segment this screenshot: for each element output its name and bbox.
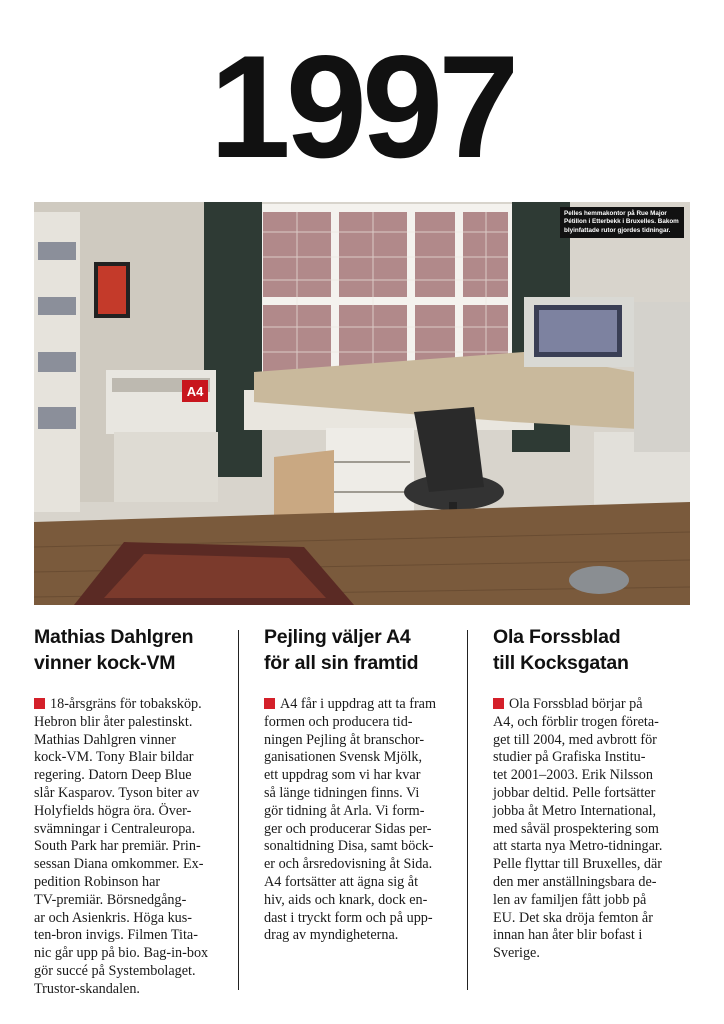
article-text-line: tet 2001–2003. Erik Nilsson — [493, 767, 653, 784]
article-column — [34, 624, 230, 999]
article-text-line: innan han åter blir bofast i — [493, 927, 643, 944]
red-square-bullet — [493, 698, 504, 709]
article-text-line: att starta nya Metro-tidningar. — [493, 838, 663, 855]
article-headline: Ola Forssblad till Kocksgatan — [493, 626, 629, 674]
article-text-line: ett uppdrag som vi har kvar — [264, 767, 421, 784]
article-text-line: Trustor-skandalen. — [34, 980, 140, 997]
article-text-line: ten-bron invigs. Filmen Tita- — [34, 927, 198, 944]
article-text-line: slår Kasparov. Tyson biter av — [34, 784, 200, 801]
article-text-line: Hebron blir åter palestinskt. — [34, 713, 193, 730]
article-text-line: hiv, aids och knark, dock en- — [264, 891, 428, 908]
article-body — [264, 696, 460, 945]
article-text-line: sonaltidning Disa, samt böck- — [264, 838, 434, 855]
article-text-line: jobba åt Metro International, — [493, 802, 657, 819]
article-text-line: TV-premiär. Börsnedgång- — [34, 891, 187, 908]
article-text-line: A4 får i uppdrag att ta fram — [264, 696, 460, 714]
article-column — [493, 624, 689, 963]
article-headline: Mathias Dahlgren vinner kock-VM — [34, 626, 194, 674]
article-text-line: drag av myndigheterna. — [264, 927, 399, 944]
photo-caption: Pelles hemmakontor på Rue Major Pétillon i Etterbekk i Bruxelles. Bakom blyinfattade rutor gjordes tidningar. — [560, 207, 684, 238]
article-text-line: get till 2004, med avbrott för — [493, 731, 657, 748]
article-body — [34, 696, 230, 999]
article-text-line: dast i tryckt form och på upp- — [264, 909, 433, 926]
article-text-line: South Park har premiär. Prin- — [34, 838, 201, 855]
article-text-line: Holyfields högra öra. Över- — [34, 802, 192, 819]
article-text-line: Sverige. — [493, 945, 540, 962]
article-text-line: len av familjen fått jobb på — [493, 891, 647, 908]
article-text-line: Ola Forssblad börjar på — [493, 696, 689, 714]
article-text-line: regering. Datorn Deep Blue — [34, 767, 192, 784]
article-text-line: pedition Robinson har — [34, 873, 161, 890]
article-text-line: er och årsredovisning åt Sida. — [264, 856, 433, 873]
article-text-line: gör succé på Systembolaget. — [34, 962, 196, 979]
article-text-line: A4 fortsätter att ägna sig åt — [264, 873, 419, 890]
article-text-line: 18-årsgräns för tobaksköp. — [34, 696, 230, 714]
article-text-line: ganisationen Svensk Mjölk, — [264, 749, 423, 766]
article-text-line: formen och producera tid- — [264, 713, 413, 730]
article-headline: Pejling väljer A4 för all sin framtid — [264, 626, 419, 674]
article-text-line: EU. Det ska dröja femton år — [493, 909, 653, 926]
red-square-bullet — [264, 698, 275, 709]
article-column — [264, 624, 460, 945]
column-divider — [238, 630, 239, 990]
article-text-line: nic går upp på bio. Bag-in-box — [34, 945, 209, 962]
printer-label: A4 — [186, 384, 204, 399]
column-divider — [467, 630, 468, 990]
article-text-line: Pelle flyttar till Bruxelles, där — [493, 856, 663, 873]
article-text-line: A4, och förblir trogen företa- — [493, 713, 659, 730]
office-photo — [34, 202, 690, 605]
article-text-line: den mer anställningsbara de- — [493, 873, 657, 890]
red-square-bullet — [34, 698, 45, 709]
article-text-line: ar och Asienkris. Höga kus- — [34, 909, 193, 926]
article-text-line: jobbar deltid. Pelle fortsätter — [493, 784, 656, 801]
article-text-line: så länge tidningen finns. Vi — [264, 784, 420, 801]
article-text-line: med såväl prospektering som — [493, 820, 659, 837]
article-text-line: sessan Diana omkommer. Ex- — [34, 856, 204, 873]
article-text-line: gör tidning åt Arla. Vi form- — [264, 802, 425, 819]
article-text-line: Mathias Dahlgren vinner — [34, 731, 176, 748]
article-text-line: svämningar i Centraleuropa. — [34, 820, 196, 837]
article-text-line: kock-VM. Tony Blair bildar — [34, 749, 194, 766]
year-heading: 1997 — [209, 25, 515, 188]
article-body — [493, 696, 689, 963]
article-text-line: studier på Grafiska Institu- — [493, 749, 646, 766]
article-text-line: ningen Pejling åt branschor- — [264, 731, 425, 748]
article-text-line: ger och producerar Sidas per- — [264, 820, 432, 837]
